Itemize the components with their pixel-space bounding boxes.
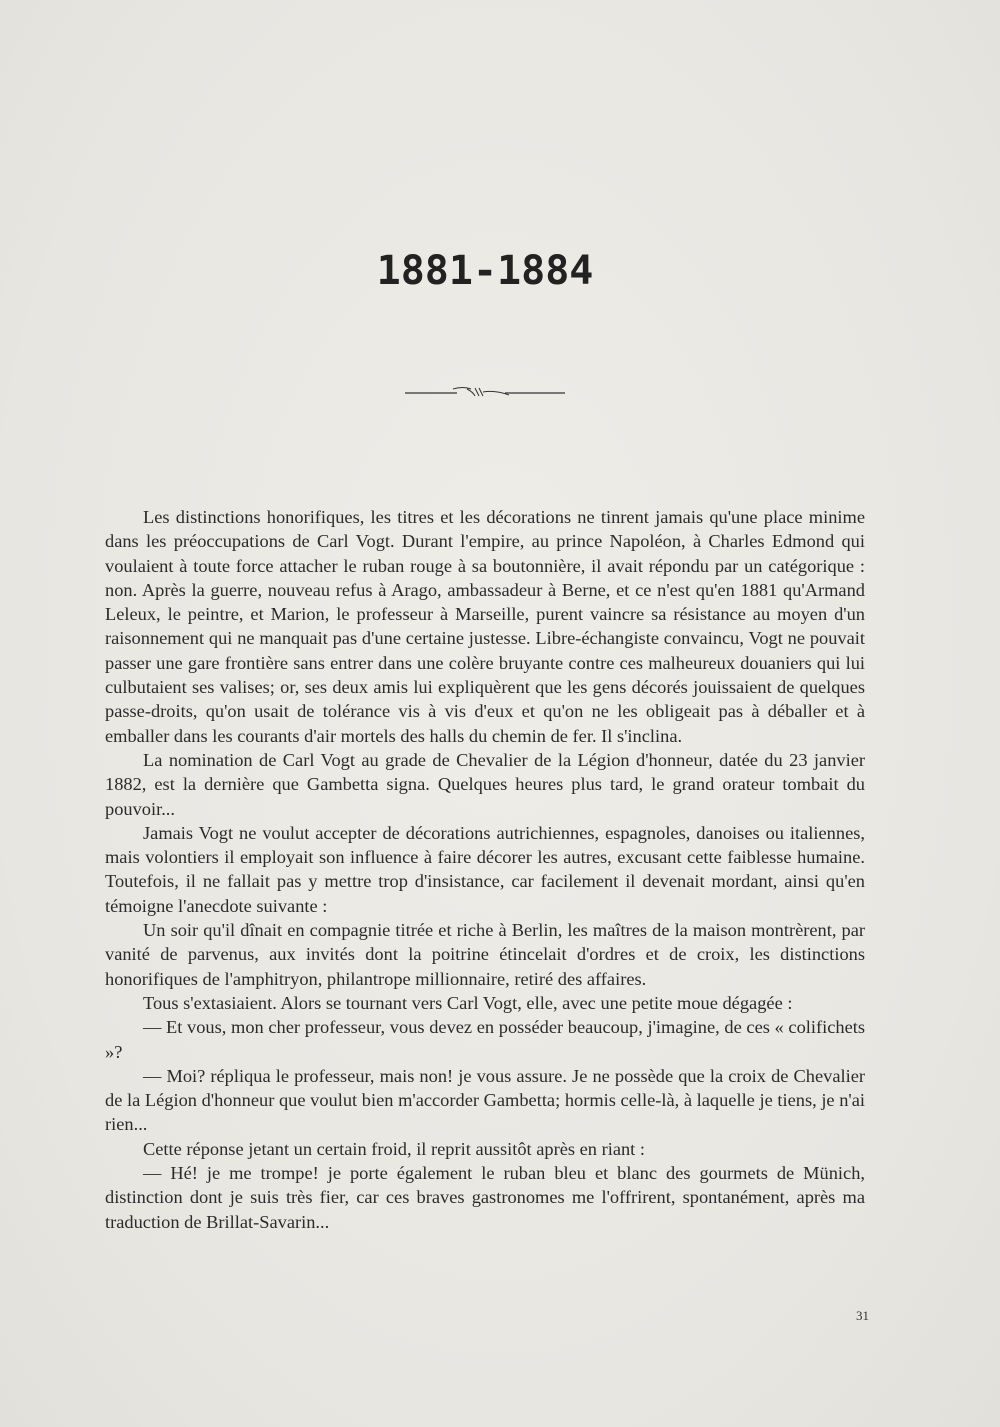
chapter-title: 1881-1884 xyxy=(376,248,594,294)
body-text xyxy=(105,505,865,1234)
paragraph: La nomination de Carl Vogt au grade de Chevalier de la Légion d'honneur, datée du 23 janvier 1882, est la dernière que Gambetta signa. Quelques heures plus tard, le grand orateur tombait du pouvoir... xyxy=(105,749,865,819)
page-number: 31 xyxy=(856,1308,869,1323)
ornamental-rule-icon xyxy=(405,380,565,400)
paragraph: Un soir qu'il dînait en compagnie titrée et riche à Berlin, les maîtres de la maison montrèrent, par vanité de parvenus, aux invités dont la poitrine étincelait d'ordres et de croix, les distinctions honorifiques de l'amphitryon, philantrope millionnaire, retiré des affaires. xyxy=(105,920,865,989)
paragraph: — Moi? répliqua le professeur, mais non! je vous assure. Je ne possède que la croix de Chevalier de la Légion d'honneur que voulut bien m'accorder Gambetta; hormis celle-là, à laquelle je tiens, je n'ai rien... xyxy=(105,1065,865,1135)
paragraph: Les distinctions honorifiques, les titres et les décorations ne tinrent jamais qu'une place minime dans les préoccupations de Carl Vogt. Durant l'empire, au prince Napoléon, à Charles Edmond qui voulaient à toute force attacher le ruban rouge à sa boutonnière, il avait répondu par un catégorique : non. Après la guerre, nouveau refus à Arago, ambassadeur à Berne, et ce n'est qu'en 1881 qu'Armand Leleux, le peintre, et Marion, le professeur à Marseille, purent vaincre sa résistance au moyen d'un raisonnement qui ne manquait pas d'une certaine justesse. Libre-échangiste convaincu, Vogt ne pouvait passer une gare frontière sans entrer dans une colère bruyante contre ces malheureux douaniers qui lui culbutaient ses valises; or, ses deux amis lui expliquèrent que les gens décorés jouissaient de quelques passe-droits, qu'on usait de tolérance vis à vis d'eux et qu'on ne les obligeait pas à déballer et à emballer dans les courants d'air mortels des halls du chemin de fer. Il s'inclina. xyxy=(105,507,865,746)
paragraph: Jamais Vogt ne voulut accepter de décorations autrichiennes, espagnoles, danoises ou italiennes, mais volontiers il employait son influence à faire décorer les autres, excusant cette faiblesse humaine. Toutefois, il ne fallait pas y mettre trop d'insistance, car facilement il devenait mordant, ainsi qu'en témoigne l'anecdote suivante : xyxy=(105,822,865,916)
paragraph: Cette réponse jetant un certain froid, il reprit aussitôt après en riant : xyxy=(143,1138,645,1159)
paragraph: Tous s'extasiaient. Alors se tournant vers Carl Vogt, elle, avec une petite moue dégagée : xyxy=(143,992,793,1013)
paragraph: — Hé! je me trompe! je porte également le ruban bleu et blanc des gourmets de Münich, distinction dont je suis très fier, car ces braves gastronomes me l'offrirent, spontanément, après ma traduction de Brillat-Savarin... xyxy=(105,1163,865,1232)
paragraph: — Et vous, mon cher professeur, vous devez en posséder beaucoup, j'imagine, de ces « colifichets »? xyxy=(105,1017,865,1062)
